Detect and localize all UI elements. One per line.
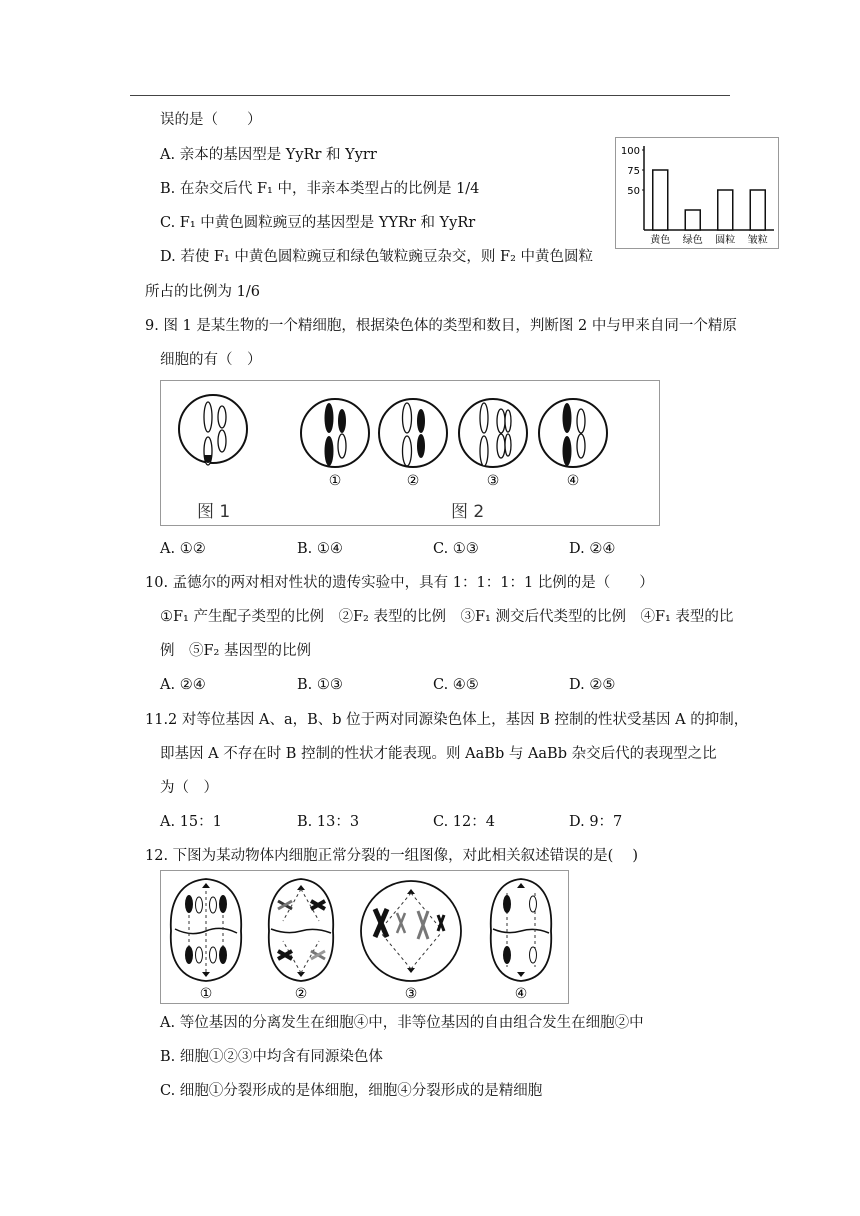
q9-option-a: A. ①② (160, 541, 206, 557)
q8-option-d: D. 若使 F₁ 中黄色圆粒豌豆和绿色皱粒豌豆杂交，则 F₂ 中黄色圆粒 (160, 249, 594, 265)
fig2-cell-3 (459, 399, 527, 467)
q9-option-c: C. ①③ (433, 541, 479, 557)
q12-cell-1 (171, 879, 241, 981)
x-tick-label: 圆粒 (715, 235, 736, 246)
fig2-cell-2 (379, 399, 447, 467)
fig1-label: 图 1 (197, 502, 231, 522)
q10-option-c: C. ④⑤ (433, 677, 479, 693)
q12-cell-4 (491, 879, 552, 981)
fig1-cell (179, 395, 247, 465)
q12-cell-label-4: ④ (514, 986, 528, 1002)
q10-option-b: B. ①③ (297, 677, 343, 693)
y-tick-label: 100 (620, 146, 640, 157)
header-rule (130, 95, 730, 96)
q12-line-1: 12. 下图为某动物体内细胞正常分裂的一组图像，对此相关叙述错误的是( ) (145, 848, 639, 864)
q10-line-1: 10. 孟德尔的两对相对性状的遗传实验中，具有 1：1：1：1 比例的是（ ） (145, 575, 654, 591)
q12-option-a: A. 等位基因的分离发生在细胞④中，非等位基因的自由组合发生在细胞②中 (160, 1015, 644, 1031)
q11-line-2: 即基因 A 不存在时 B 控制的性状才能表现。则 AaBb 与 AaBb 杂交后代的表现型之比 (160, 746, 717, 762)
fig2-cell-label-3: ③ (486, 473, 500, 489)
fig2-label: 图 2 (451, 502, 485, 522)
bar (750, 190, 765, 230)
q8-stem-tail: 误的是（ ） (160, 112, 262, 128)
x-tick-label: 皱粒 (747, 235, 768, 246)
bar (653, 170, 668, 230)
q11-option-b: B. 13：3 (297, 814, 360, 830)
q9-figure-svg (161, 381, 659, 525)
q12-cell-label-2: ② (294, 986, 308, 1002)
q12-figure-svg (161, 871, 568, 1003)
bar (685, 210, 700, 230)
q12-option-c: C. 细胞①分裂形成的是体细胞，细胞④分裂形成的是精细胞 (160, 1083, 543, 1099)
q8-option-c: C. F₁ 中黄色圆粒豌豆的基因型是 YYRr 和 YyRr (160, 215, 476, 231)
y-tick-label: 75 (627, 166, 640, 177)
x-tick-label: 绿色 (682, 235, 703, 246)
q8-bar-chart (615, 137, 779, 249)
fig2-cell-1 (301, 399, 369, 467)
fig2-cell-label-1: ① (328, 473, 342, 489)
q11-line-1: 11.2 对等位基因 A、a，B、b 位于两对同源染色体上，基因 B 控制的性状受基因 A 的抑制， (145, 712, 749, 728)
x-tick-label: 黄色 (650, 235, 671, 246)
fig2-cell-label-2: ② (406, 473, 420, 489)
q10-option-d: D. ②⑤ (569, 677, 616, 693)
bar (718, 190, 733, 230)
y-tick-label: 50 (627, 186, 640, 197)
q11-line-3: 为（ ） (160, 780, 218, 796)
q9-figure (160, 380, 660, 526)
q8-option-a: A. 亲本的基因型是 YyRr 和 Yyrr (160, 147, 377, 163)
q8-option-d-continued: 所占的比例为 1/6 (145, 284, 260, 300)
q12-option-b: B. 细胞①②③中均含有同源染色体 (160, 1049, 383, 1065)
q8-bar-chart-svg (616, 138, 778, 248)
q9-option-d: D. ②④ (569, 541, 616, 557)
q9-line-2: 细胞的有（ ） (160, 352, 262, 368)
q12-cell-2 (269, 879, 333, 981)
q10-line-2: ①F₁ 产生配子类型的比例 ②F₂ 表型的比例 ③F₁ 测交后代类型的比例 ④F₁ 表型的比 (160, 609, 734, 625)
fig2-cell-label-4: ④ (566, 473, 580, 489)
q11-option-c: C. 12：4 (433, 814, 495, 830)
q12-cell-label-1: ① (199, 986, 213, 1002)
q12-cell-label-3: ③ (404, 986, 418, 1002)
q10-line-3: 例 ⑤F₂ 基因型的比例 (160, 643, 311, 659)
q11-option-a: A. 15：1 (160, 814, 222, 830)
q10-option-a: A. ②④ (160, 677, 206, 693)
q8-option-b: B. 在杂交后代 F₁ 中，非亲本类型占的比例是 1/4 (160, 181, 480, 197)
q12-figure (160, 870, 569, 1004)
q9-option-b: B. ①④ (297, 541, 343, 557)
q11-option-d: D. 9：7 (569, 814, 623, 830)
q12-cell-3 (361, 881, 461, 981)
fig2-cell-4 (539, 399, 607, 467)
q9-line-1: 9. 图 1 是某生物的一个精细胞，根据染色体的类型和数目，判断图 2 中与甲来自同一个精原 (145, 318, 737, 334)
